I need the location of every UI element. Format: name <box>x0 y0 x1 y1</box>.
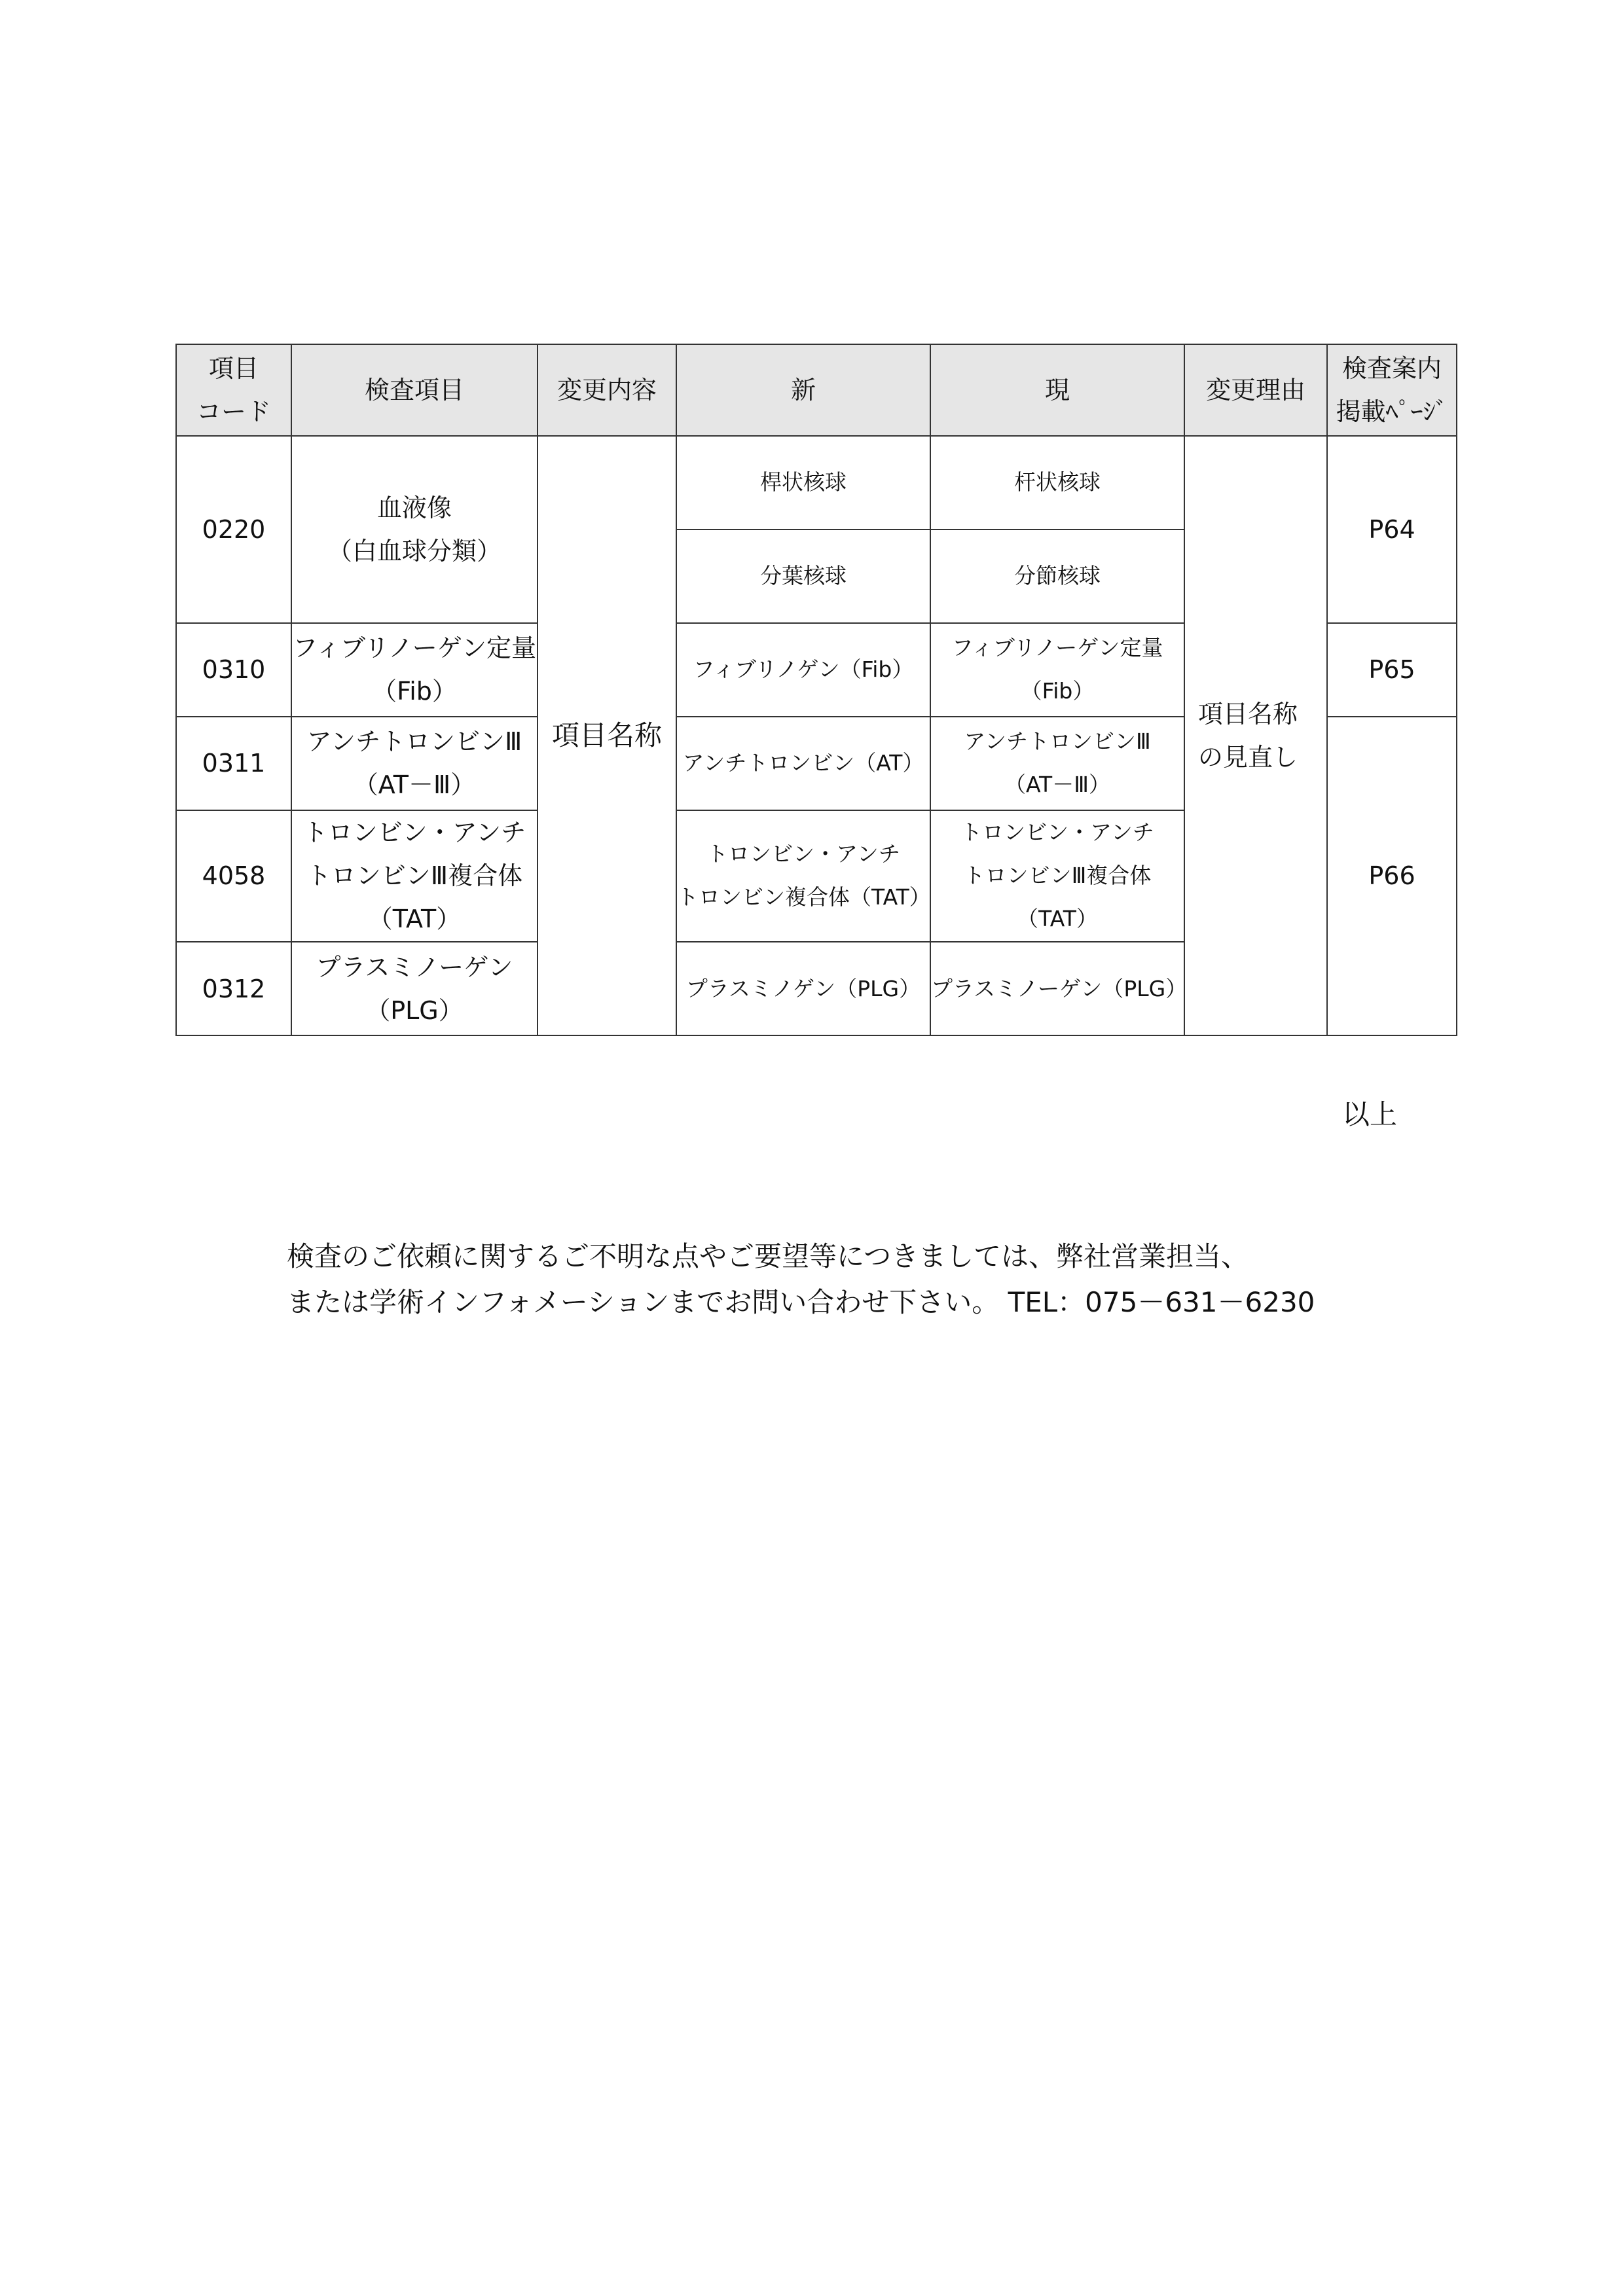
code-cell: 0311 <box>176 717 291 810</box>
page-cell: P64 <box>1327 436 1457 623</box>
new-cell: フィブリノゲン（Fib） <box>676 623 930 717</box>
item-cell: プラスミノーゲン （PLG） <box>291 942 538 1035</box>
page-cell: P66 <box>1327 717 1457 1035</box>
new-cell: アンチトロンビン（AT） <box>676 717 930 810</box>
change-content-cell: 項目名称 <box>538 436 676 1035</box>
header-new: 新 <box>676 344 930 436</box>
closing-text: 以上 <box>1342 1098 1398 1130</box>
code-cell: 0312 <box>176 942 291 1035</box>
item-cell: フィブリノーゲン定量 （Fib） <box>291 623 538 717</box>
page-cell: P65 <box>1327 623 1457 717</box>
new-cell: トロンビン・アンチ トロンビン複合体（TAT） <box>676 810 930 942</box>
header-reason: 変更理由 <box>1184 344 1327 436</box>
code-cell: 0310 <box>176 623 291 717</box>
code-cell: 4058 <box>176 810 291 942</box>
current-cell: 分節核球 <box>930 529 1184 623</box>
new-cell: 桿状核球 <box>676 436 930 529</box>
current-cell: フィブリノーゲン定量 （Fib） <box>930 623 1184 717</box>
contact-note-line-2: または学術インフォメーションまでお問い合わせ下さい。 TEL：075－631－6230 <box>287 1286 1315 1318</box>
table-row <box>176 436 1457 529</box>
header-current: 現 <box>930 344 1184 436</box>
code-cell: 0220 <box>176 436 291 623</box>
reason-cell: 項目名称 の見直し <box>1184 436 1327 1035</box>
contact-note <box>287 1234 1315 1325</box>
header-item: 検査項目 <box>291 344 538 436</box>
item-cell: トロンビン・アンチ トロンビンⅢ複合体 （TAT） <box>291 810 538 942</box>
new-cell: プラスミノゲン（PLG） <box>676 942 930 1035</box>
item-cell: アンチトロンビンⅢ （AT－Ⅲ） <box>291 717 538 810</box>
item-cell: 血液像 （白血球分類） <box>291 436 538 623</box>
current-cell: トロンビン・アンチ トロンビンⅢ複合体 （TAT） <box>930 810 1184 942</box>
contact-note-line-1: 検査のご依頼に関するご不明な点やご要望等につきましては、弊社営業担当、 <box>287 1240 1249 1272</box>
current-cell: アンチトロンビンⅢ （AT－Ⅲ） <box>930 717 1184 810</box>
current-cell: 杆状核球 <box>930 436 1184 529</box>
header-page: 検査案内 掲載ﾍﾟｰｼﾞ <box>1327 344 1457 436</box>
header-change: 変更内容 <box>538 344 676 436</box>
header-code: 項目 コード <box>176 344 291 436</box>
new-cell: 分葉核球 <box>676 529 930 623</box>
current-cell: プラスミノーゲン（PLG） <box>930 942 1184 1035</box>
change-table <box>175 344 1457 1036</box>
table-header-row <box>176 344 1457 436</box>
